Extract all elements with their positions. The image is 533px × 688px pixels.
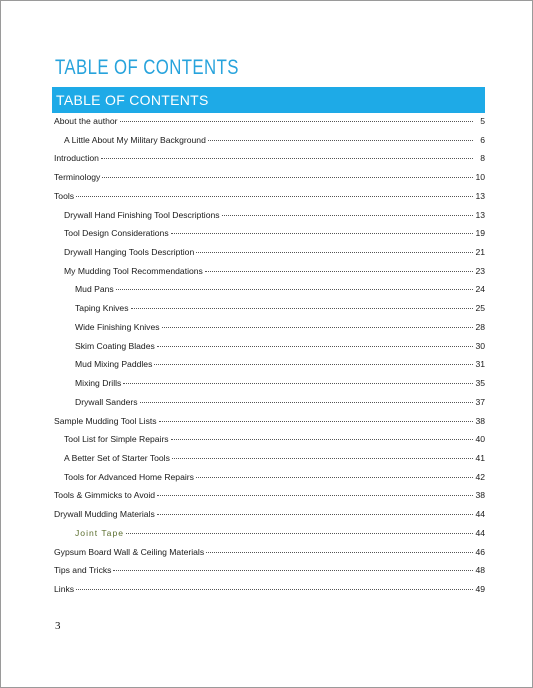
toc-entry[interactable] bbox=[54, 322, 485, 341]
toc-entry-page: 37 bbox=[475, 396, 485, 407]
toc-entry-title: Drywall Hanging Tools Description bbox=[64, 247, 195, 258]
toc-entry-title: Wide Finishing Knives bbox=[75, 321, 160, 332]
toc-entry-page: 46 bbox=[475, 546, 485, 557]
toc-entry-page: 19 bbox=[475, 228, 485, 239]
toc-entry-page: 31 bbox=[475, 359, 485, 370]
toc-entry-page: 28 bbox=[475, 321, 485, 332]
toc-entry-page: 8 bbox=[480, 153, 485, 164]
toc-entry-title: Tool List for Simple Repairs bbox=[64, 434, 169, 445]
toc-entry-title: Drywall Mudding Materials bbox=[54, 509, 155, 520]
toc-entry[interactable] bbox=[54, 247, 485, 266]
toc-entry[interactable] bbox=[54, 191, 485, 210]
toc-entry-title: Taping Knives bbox=[75, 303, 129, 314]
toc-entry-title: Tools bbox=[54, 190, 75, 201]
toc-entry[interactable] bbox=[54, 547, 485, 566]
dot-leader bbox=[102, 177, 473, 178]
toc-entry[interactable] bbox=[54, 416, 485, 435]
toc-entry-page: 41 bbox=[475, 452, 485, 463]
dot-leader bbox=[208, 140, 473, 141]
toc-entry-page: 23 bbox=[475, 265, 485, 276]
toc-entry-title: Gypsum Board Wall & Ceiling Materials bbox=[54, 546, 205, 557]
toc-entry-title: Mud Pans bbox=[75, 284, 114, 295]
dot-leader bbox=[205, 271, 473, 272]
toc-entry-page: 24 bbox=[475, 284, 485, 295]
dot-leader bbox=[172, 458, 473, 459]
toc-entry[interactable] bbox=[54, 378, 485, 397]
toc-entry-title: A Little About My Military Background bbox=[64, 134, 206, 145]
dot-leader bbox=[131, 308, 473, 309]
toc-entry[interactable] bbox=[54, 341, 485, 360]
toc-entry-title: Drywall Sanders bbox=[75, 396, 138, 407]
toc-entry[interactable] bbox=[54, 153, 485, 172]
toc-entry-title: My Mudding Tool Recommendations bbox=[64, 265, 203, 276]
toc-banner-title: TABLE OF CONTENTS bbox=[56, 92, 209, 108]
dot-leader bbox=[140, 402, 473, 403]
toc-entry-title: Tools for Advanced Home Repairs bbox=[64, 471, 194, 482]
toc-entry[interactable] bbox=[54, 565, 485, 584]
toc-entry[interactable] bbox=[54, 528, 485, 547]
toc-entry-page: 13 bbox=[475, 190, 485, 201]
toc-banner bbox=[52, 87, 485, 113]
toc-entry[interactable] bbox=[54, 172, 485, 191]
dot-leader bbox=[154, 364, 473, 365]
toc-entry-page: 38 bbox=[475, 490, 485, 501]
toc-entry[interactable] bbox=[54, 453, 485, 472]
toc-entry-title: Links bbox=[54, 583, 75, 594]
toc-entry-page: 42 bbox=[475, 471, 485, 482]
toc-entry-title: Terminology bbox=[54, 172, 101, 183]
toc-entry[interactable] bbox=[54, 228, 485, 247]
dot-leader bbox=[162, 327, 473, 328]
dot-leader bbox=[159, 421, 473, 422]
toc-entry-title: Introduction bbox=[54, 153, 99, 164]
toc-entry[interactable] bbox=[54, 490, 485, 509]
toc-entry-page: 48 bbox=[475, 565, 485, 576]
dot-leader bbox=[157, 495, 473, 496]
toc-entry-title: Mixing Drills bbox=[75, 378, 122, 389]
toc-entry-page: 6 bbox=[480, 134, 485, 145]
toc-entry-title: Drywall Hand Finishing Tool Descriptions bbox=[64, 209, 220, 220]
dot-leader bbox=[76, 589, 473, 590]
toc-entry[interactable] bbox=[54, 509, 485, 528]
toc-entry-title: A Better Set of Starter Tools bbox=[64, 452, 170, 463]
toc-entry-page: 40 bbox=[475, 434, 485, 445]
toc-entry-page: 44 bbox=[475, 527, 485, 538]
toc-entry[interactable] bbox=[54, 584, 485, 603]
toc-entry[interactable] bbox=[54, 359, 485, 378]
dot-leader bbox=[206, 552, 473, 553]
dot-leader bbox=[123, 383, 473, 384]
dot-leader bbox=[196, 477, 473, 478]
table-of-contents bbox=[54, 116, 485, 603]
toc-entry[interactable] bbox=[54, 266, 485, 285]
toc-entry[interactable] bbox=[54, 434, 485, 453]
toc-entry-title: Tips and Tricks bbox=[54, 565, 112, 576]
toc-entry-page: 38 bbox=[475, 415, 485, 426]
toc-entry-title: Tool Design Considerations bbox=[64, 228, 169, 239]
toc-entry-title: Joint Tape bbox=[75, 527, 125, 538]
toc-entry-page: 21 bbox=[475, 247, 485, 258]
dot-leader bbox=[171, 233, 473, 234]
toc-entry-title: About the author bbox=[54, 116, 118, 126]
toc-entry[interactable] bbox=[54, 284, 485, 303]
dot-leader bbox=[116, 289, 473, 290]
page-heading: TABLE OF CONTENTS bbox=[55, 56, 239, 79]
toc-entry-title: Skim Coating Blades bbox=[75, 340, 155, 351]
dot-leader bbox=[157, 514, 473, 515]
dot-leader bbox=[171, 439, 473, 440]
dot-leader bbox=[222, 215, 473, 216]
toc-entry[interactable] bbox=[54, 303, 485, 322]
toc-entry-title: Mud Mixing Paddles bbox=[75, 359, 153, 370]
toc-entry-page: 35 bbox=[475, 378, 485, 389]
toc-entry[interactable] bbox=[54, 135, 485, 154]
dot-leader bbox=[76, 196, 473, 197]
page-number: 3 bbox=[55, 620, 61, 632]
toc-entry[interactable] bbox=[54, 210, 485, 229]
dot-leader bbox=[157, 346, 473, 347]
toc-entry-page: 5 bbox=[480, 116, 485, 126]
dot-leader bbox=[113, 570, 473, 571]
toc-entry-title: Tools & Gimmicks to Avoid bbox=[54, 490, 156, 501]
dot-leader bbox=[101, 158, 473, 159]
toc-entry-page: 25 bbox=[475, 303, 485, 314]
dot-leader bbox=[196, 252, 473, 253]
toc-entry[interactable] bbox=[54, 472, 485, 491]
toc-entry-page: 49 bbox=[475, 583, 485, 594]
toc-entry-page: 44 bbox=[475, 509, 485, 520]
toc-entry-title: Sample Mudding Tool Lists bbox=[54, 415, 157, 426]
toc-entry[interactable] bbox=[54, 116, 485, 135]
dot-leader bbox=[120, 121, 473, 122]
toc-entry-page: 30 bbox=[475, 340, 485, 351]
toc-entry-page: 13 bbox=[475, 209, 485, 220]
toc-entry[interactable] bbox=[54, 397, 485, 416]
dot-leader bbox=[126, 533, 473, 534]
toc-entry-page: 10 bbox=[475, 172, 485, 183]
